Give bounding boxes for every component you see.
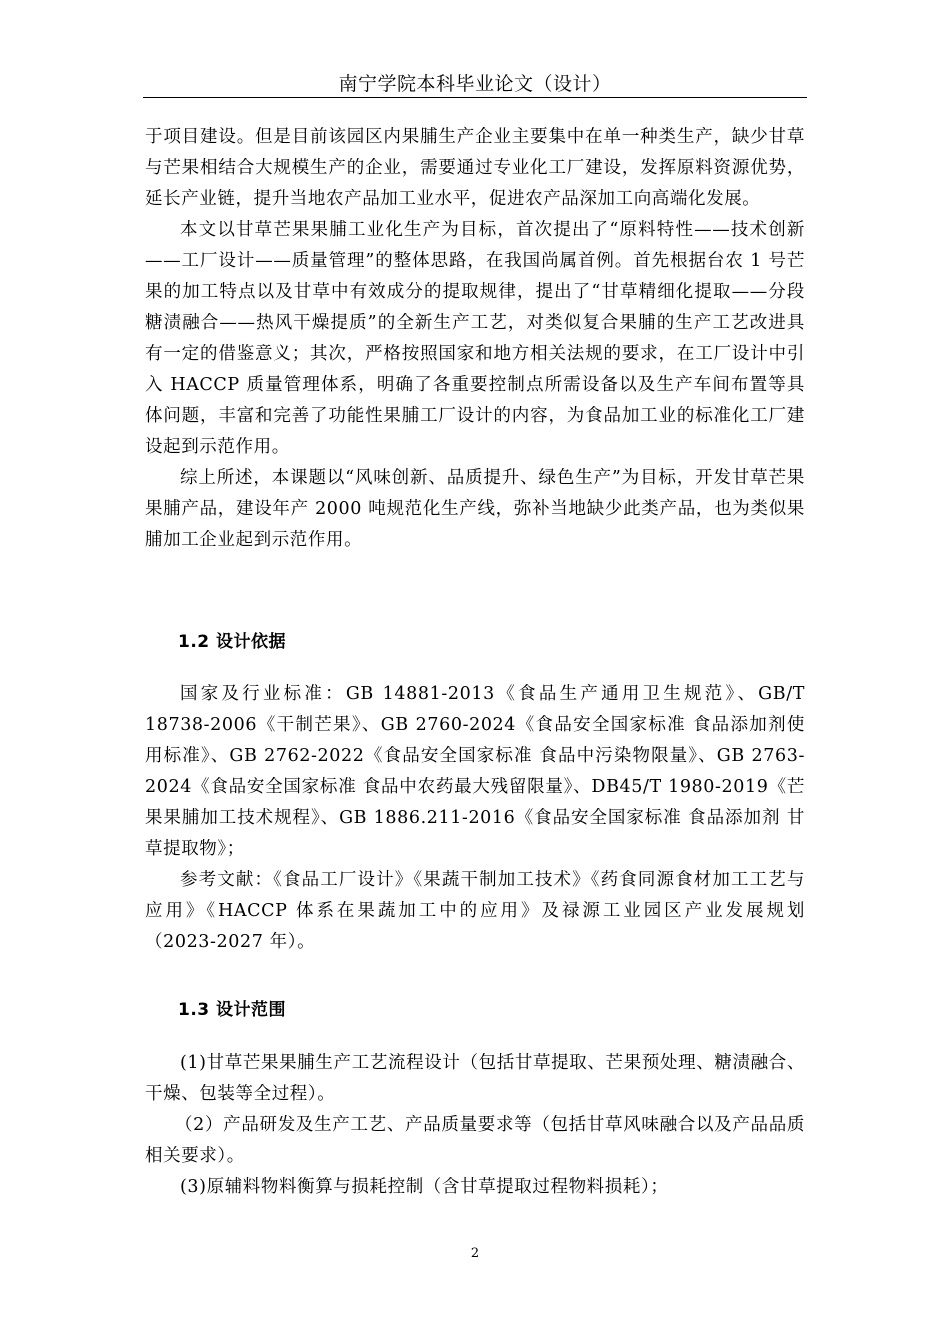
paragraph: 国家及行业标准：GB 14881-2013《食品生产通用卫生规范》、GB/T 18738-2006《干制芒果》、GB 2760-2024《食品安全国家标准 食品添加剂使用标准》、GB 2762-2022《食品安全国家标准 食品中污染物限量》、GB 2763-2024《食品安全国家标准 食品中农药最大残留限量》、DB45/T 1980-2019《芒果果脯加工技术规程》、GB 1886.211-2016《食品安全国家标准 食品添加剂 甘草提取物》；	[145, 684, 805, 859]
running-header: 南宁学院本科毕业论文（设计）	[338, 73, 612, 95]
intro-block	[145, 122, 805, 556]
header-rule	[143, 97, 807, 98]
paragraph: 本文以甘草芒果果脯工业化生产为目标，首次提出了“原料特性——技术创新——工厂设计——质量管理”的整体思路，在我国尚属首例。首先根据台农 1 号芒果的加工特点以及甘草中有效成分的提取规律，提出了“甘草精细化提取——分段糖渍融合——热风干燥提质”的全新生产工艺，对类似复合果脯的生产工艺改进具有一定的借鉴意义；其次，严格按照国家和地方相关法规的要求，在工厂设计中引入 HACCP 质量管理体系，明确了各重要控制点所需设备以及生产车间布置等具体问题，丰富和完善了功能性果脯工厂设计的内容，为食品加工业的标准化工厂建设起到示范作用。	[145, 220, 805, 457]
section-1-2-body	[145, 679, 805, 958]
section-1-3-body	[145, 1048, 805, 1203]
section-heading-1-3: 1.3 设计范围	[178, 1000, 287, 1020]
paragraph: 于项目建设。但是目前该园区内果脯生产企业主要集中在单一种类生产，缺少甘草与芒果相结合大规模生产的企业，需要通过专业化工厂建设，发挥原料资源优势，延长产业链，提升当地农产品加工业水平，促进农产品深加工向高端化发展。	[145, 127, 805, 209]
page-number: 2	[470, 1246, 480, 1261]
paragraph: 综上所述，本课题以“风味创新、品质提升、绿色生产”为目标，开发甘草芒果果脯产品，建设年产 2000 吨规范化生产线，弥补当地缺少此类产品，也为类似果脯加工企业起到示范作用。	[145, 468, 805, 550]
paragraph: 参考文献：《食品工厂设计》《果蔬干制加工技术》《药食同源食材加工工艺与应用》《HACCP 体系在果蔬加工中的应用》及禄源工业园区产业发展规划（2023-2027 年）。	[145, 870, 805, 952]
list-item: (3)原辅料物料衡算与损耗控制（含甘草提取过程物料损耗）；	[180, 1177, 669, 1197]
list-item: (1)甘草芒果果脯生产工艺流程设计（包括甘草提取、芒果预处理、糖渍融合、干燥、包装等全过程）。	[145, 1053, 805, 1104]
list-item: （2）产品研发及生产工艺、产品质量要求等（包括甘草风味融合以及产品品质相关要求）。	[145, 1115, 805, 1166]
section-heading-1-2: 1.2 设计依据	[178, 632, 287, 652]
